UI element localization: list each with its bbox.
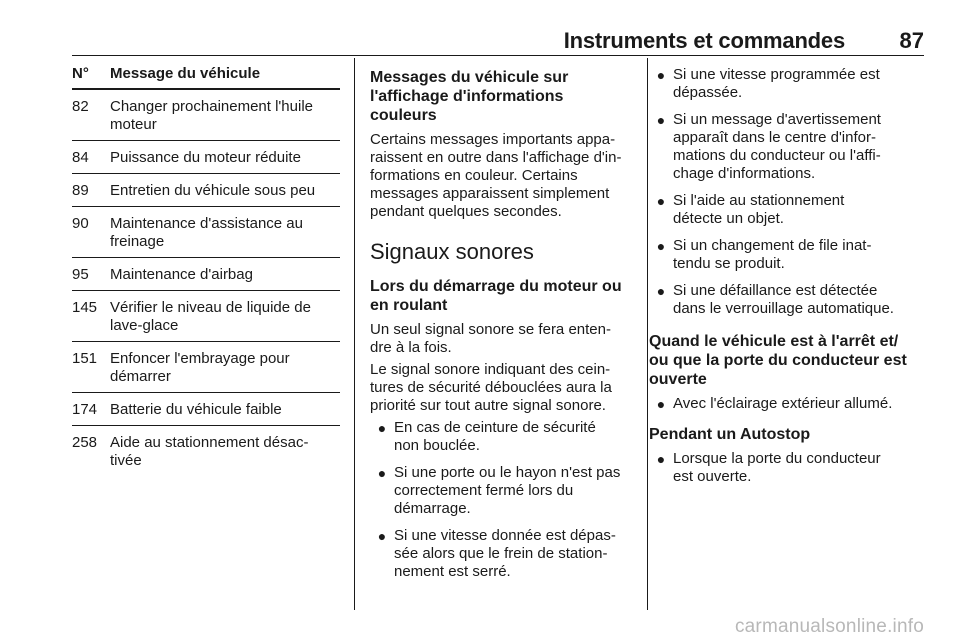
message-text: Maintenance d'assistance au freinage <box>110 215 303 250</box>
table-row <box>72 258 340 291</box>
bullet-dot-icon: ● <box>656 112 666 128</box>
bullet-dot-icon: ● <box>656 283 666 299</box>
bullet-text: Lorsque la porte du conducteur est ouverte. <box>673 450 881 485</box>
bullet-dot-icon: ● <box>656 193 666 209</box>
message-text: Changer prochainement l'huile moteur <box>110 98 313 133</box>
bullet-list-autostop <box>649 450 929 486</box>
table-row <box>72 207 340 258</box>
bullet-item <box>370 527 635 581</box>
bullet-text: Si un changement de file inat- tendu se produit. <box>673 237 872 272</box>
bullet-dot-icon: ● <box>656 396 666 412</box>
table-row <box>72 342 340 393</box>
heading-signaux-sonores: Signaux sonores <box>370 239 534 264</box>
bullet-item <box>370 464 635 518</box>
message-text: Aide au stationnement désac- tivée <box>110 434 309 469</box>
bullet-list-arret <box>649 395 929 413</box>
bullet-list-demarrage <box>370 419 635 581</box>
bullet-text: Si une vitesse donnée est dépas- sée alors que le frein de station- nement est serré. <box>394 527 616 580</box>
table-body <box>72 90 340 476</box>
message-number: 174 <box>72 401 98 418</box>
table-row <box>72 393 340 426</box>
heading-arret: Quand le véhicule est à l'arrêt et/ ou que la porte du conducteur est ouverte <box>649 333 907 388</box>
message-text: Enfoncer l'embrayage pour démarrer <box>110 350 290 385</box>
message-number: 95 <box>72 266 89 283</box>
table-row <box>72 426 340 476</box>
heading-autostop: Pendant un Autostop <box>649 426 811 443</box>
bullet-item <box>649 111 929 183</box>
paragraph-messages: Certains messages importants appa- raissent en outre dans l'affichage d'in- formations en couleur. Certains messages apparaissent simplement pendant quelques secondes. <box>370 131 622 220</box>
message-number: 90 <box>72 215 89 232</box>
bullet-text: Avec l'éclairage extérieur allumé. <box>673 395 893 412</box>
bullet-item <box>649 282 929 318</box>
table-row <box>72 90 340 141</box>
message-number: 145 <box>72 299 98 316</box>
bullet-dot-icon: ● <box>377 465 387 481</box>
message-number: 89 <box>72 182 89 199</box>
column-divider-1 <box>354 58 355 610</box>
message-text: Vérifier le niveau de liquide de lave-glace <box>110 299 311 334</box>
table-header-message: Message du véhicule <box>110 65 261 82</box>
bullet-item <box>649 192 929 228</box>
bullet-dot-icon: ● <box>656 67 666 83</box>
message-text: Puissance du moteur réduite <box>110 149 301 166</box>
bullet-item <box>649 395 929 413</box>
bullet-item <box>649 66 929 102</box>
bullet-text: Si l'aide au stationnement détecte un objet. <box>673 192 845 227</box>
bullet-text: Si une porte ou le hayon n'est pas correctement fermé lors du démarrage. <box>394 464 621 517</box>
heading-demarrage: Lors du démarrage du moteur ou en roulant <box>370 278 622 314</box>
bullet-text: Si une vitesse programmée est dépassée. <box>673 66 880 101</box>
column-3 <box>649 58 929 486</box>
column-2 <box>370 58 635 581</box>
watermark: carmanualsonline.info <box>734 616 924 637</box>
bullet-text: En cas de ceinture de sécurité non bouclée. <box>394 419 596 454</box>
column-divider-2 <box>647 58 648 610</box>
message-number: 82 <box>72 98 89 115</box>
message-number: 84 <box>72 149 89 166</box>
heading-messages-affichage: Messages du véhicule sur l'affichage d'informations couleurs <box>370 69 569 124</box>
table-header <box>72 60 340 90</box>
paragraph-priorite: Le signal sonore indiquant des cein- tures de sécurité débouclées aura la priorité sur tout autre signal sonore. <box>370 361 612 414</box>
bullet-text: Si une défaillance est détectée dans le verrouillage automatique. <box>673 282 894 317</box>
bullet-item <box>649 237 929 273</box>
bullet-text: Si un message d'avertissement apparaît dans le centre d'infor- mations du conducteur ou l'affi- chage d'informations. <box>673 111 881 182</box>
message-number: 258 <box>72 434 98 451</box>
message-text: Entretien du véhicule sous peu <box>110 182 316 199</box>
bullet-item <box>649 450 929 486</box>
message-number: 151 <box>72 350 98 367</box>
bullet-item <box>370 419 635 455</box>
bullet-dot-icon: ● <box>656 451 666 467</box>
paragraph-seul-signal: Un seul signal sonore se fera enten- dre à la fois. <box>370 321 611 356</box>
bullet-dot-icon: ● <box>377 420 387 436</box>
table-row <box>72 174 340 207</box>
bullet-list-continued <box>649 66 929 318</box>
column-1 <box>72 58 340 476</box>
table-header-number: N° <box>72 65 89 82</box>
page-number: 87 <box>899 28 924 53</box>
message-text: Batterie du véhicule faible <box>110 401 282 418</box>
bullet-dot-icon: ● <box>656 238 666 254</box>
section-title: Instruments et commandes <box>563 28 845 53</box>
table-row <box>72 141 340 174</box>
table-row <box>72 291 340 342</box>
header-rule <box>72 55 924 56</box>
message-text: Maintenance d'airbag <box>110 266 253 283</box>
bullet-dot-icon: ● <box>377 528 387 544</box>
page-header <box>0 0 960 58</box>
